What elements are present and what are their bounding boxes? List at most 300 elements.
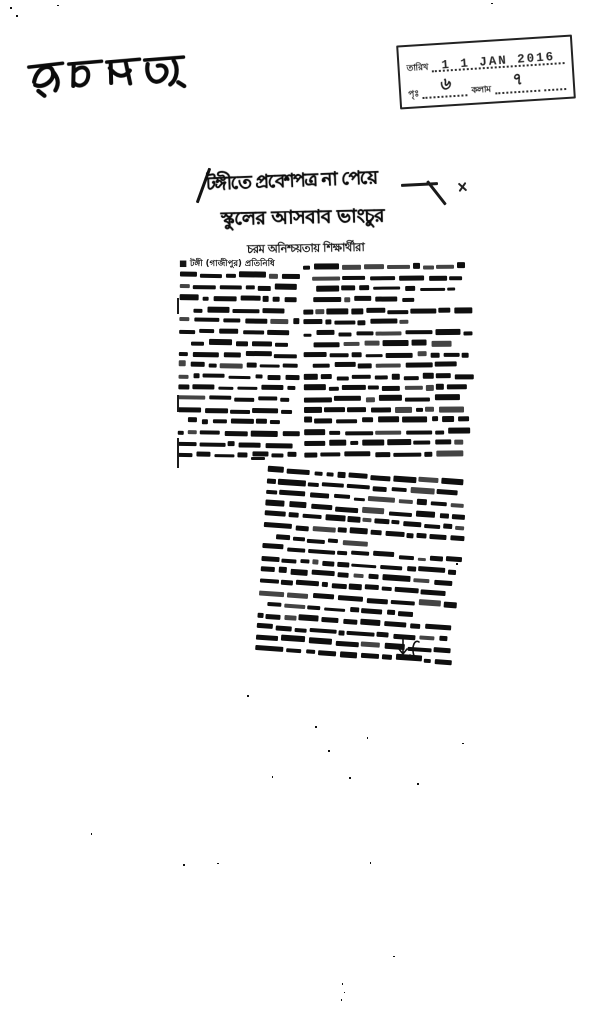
word-smudge [463,331,472,336]
word-smudge [418,566,445,573]
word-smudge [208,363,216,368]
word-smudge [252,408,278,414]
word-smudge [370,276,394,281]
word-smudge [177,453,192,458]
scan-speck [247,695,249,697]
word-smudge [360,619,381,626]
scan-speck [393,956,395,957]
word-smudge [262,308,284,313]
body-text-line [180,294,298,302]
dotted-leader [422,73,468,99]
word-smudge [447,385,466,390]
word-smudge [448,287,455,291]
word-smudge [329,430,340,434]
word-smudge [387,265,409,269]
word-smudge [434,579,452,585]
body-text-line [303,285,469,291]
word-smudge [370,318,397,324]
word-smudge [362,507,385,514]
body-text-line [304,351,470,359]
word-smudge [310,628,337,634]
word-smudge [368,574,379,579]
word-smudge [375,375,388,379]
word-smudge [227,442,234,447]
word-smudge [308,637,332,644]
word-smudge [256,374,263,378]
word-smudge [324,607,345,612]
word-smudge [334,494,351,500]
word-smudge [385,531,405,537]
word-smudge [391,487,406,492]
word-smudge [200,430,220,435]
scan-speck [217,863,219,864]
word-smudge [281,397,290,402]
word-smudge [352,563,377,568]
word-smudge [336,419,356,424]
word-smudge [399,275,425,280]
word-smudge [193,352,219,357]
word-smudge [265,510,286,516]
word-smudge [370,475,390,481]
word-smudge [367,598,388,604]
stamp-page-row [407,68,566,100]
stamp-page-value-handwritten: ৬ [437,73,452,96]
word-smudge [435,329,460,335]
word-smudge [316,309,325,314]
word-smudge [377,632,389,637]
word-smudge [286,648,302,653]
scan-speck [342,983,343,985]
word-smudge [255,645,283,652]
word-smudge [245,319,267,324]
word-smudge [364,341,379,346]
body-text-line [179,373,297,380]
scan-speck [349,777,351,779]
word-smudge [264,522,292,529]
word-smudge [284,297,296,302]
body-text-line [178,417,296,424]
handwriting-scribble-icon [25,46,196,106]
scan-speck [57,5,59,6]
word-smudge [278,479,306,487]
word-smudge [413,263,420,269]
scan-speck [91,833,92,835]
word-smudge [344,451,370,456]
word-smudge [337,472,346,478]
word-smudge [387,610,395,615]
body-text-line [179,339,297,346]
word-smudge [436,384,444,390]
word-smudge [444,524,453,529]
word-smudge [267,602,281,607]
stamp-date-label: তারিখ [406,62,429,74]
word-smudge [289,512,299,517]
word-smudge [446,556,462,563]
word-smudge [335,506,358,513]
word-smudge [454,440,463,445]
word-smudge [382,386,400,391]
word-smudge [300,559,310,564]
word-smudge [265,500,285,507]
word-smudge [179,361,186,367]
word-smudge [239,442,261,448]
word-smudge [316,286,339,292]
word-smudge [429,276,447,281]
subheadline: চরম অনিশ্চয়তায় শিক্ষার্থীরা [246,239,365,257]
word-smudge [192,384,214,390]
word-smudge [225,431,248,436]
word-smudge [395,587,419,594]
word-smudge [344,298,350,303]
word-smudge [418,557,426,561]
word-smudge [267,375,281,381]
word-smudge [395,407,412,413]
word-smudge [423,373,434,379]
body-text-line [179,350,297,357]
word-smudge [436,373,451,378]
word-smudge [304,416,312,422]
word-smudge [351,309,364,315]
word-smudge [362,517,371,522]
word-smudge [362,418,373,423]
word-smudge [330,353,349,358]
word-smudge [313,297,341,303]
word-smudge [215,454,235,458]
word-smudge [448,570,456,576]
word-smudge [325,320,332,325]
word-smudge [241,296,261,301]
stamp-date-value: 1 1 JAN 2016 [440,49,556,73]
word-smudge [298,614,318,621]
word-smudge [350,528,369,535]
word-smudge [354,296,372,302]
word-smudge [287,548,306,553]
word-smudge [266,490,277,495]
word-smudge [348,473,367,479]
word-smudge [432,340,452,346]
word-smudge [436,489,457,496]
word-smudge [318,650,336,656]
word-smudge [412,340,427,345]
word-smudge [343,619,357,624]
word-smudge [322,582,329,587]
word-smudge [374,518,390,524]
word-smudge [440,514,449,519]
word-smudge [188,417,197,422]
word-smudge [193,285,216,290]
word-smudge [178,407,201,412]
word-smudge [425,624,451,630]
word-smudge [417,351,427,356]
word-smudge [366,308,385,313]
word-smudge [268,466,285,473]
body-text-line [303,274,469,281]
word-smudge [366,397,375,402]
word-smudge [273,297,279,302]
word-smudge [307,539,325,544]
word-smudge [382,654,392,660]
word-smudge [420,287,445,291]
body-column-1 [177,272,298,464]
word-smudge [316,330,334,335]
word-smudge [203,373,225,378]
word-smudge [314,418,332,423]
word-smudge [430,556,444,562]
word-smudge [444,353,460,357]
word-smudge [286,375,300,380]
clipping-edge-tick [177,395,179,412]
word-smudge [261,385,283,391]
word-smudge [311,503,333,510]
word-smudge [340,651,357,658]
word-smudge [296,579,320,586]
word-smudge [442,416,454,422]
stamp-column-label: কলাম [471,84,491,96]
body-text-line [303,307,469,314]
headline-line-2: স্কুলের আসবাব ভাংচুর [220,204,385,230]
word-smudge [337,562,349,568]
word-smudge [219,386,234,390]
word-smudge [308,605,321,610]
word-smudge [209,339,232,345]
word-smudge [368,385,378,389]
body-text-line [178,429,296,437]
body-text-line [304,373,470,380]
word-smudge [312,363,330,368]
word-smudge [283,363,298,368]
word-smudge [435,362,457,367]
word-smudge [179,375,189,379]
word-smudge [304,407,322,413]
word-smudge [239,272,267,278]
word-smudge [287,469,310,475]
word-smudge [405,386,423,390]
word-smudge [243,330,264,335]
word-smudge [373,551,394,557]
word-smudge [361,608,382,614]
word-smudge [364,584,378,590]
word-smudge [386,353,413,359]
body-text-line [304,384,470,391]
word-smudge [326,309,348,315]
word-smudge [202,297,208,301]
word-smudge [342,265,360,270]
word-smudge [304,453,317,458]
word-smudge [353,573,364,578]
word-smudge [231,418,254,424]
word-smudge [180,295,199,301]
word-smudge [178,385,189,390]
word-smudge [278,567,287,573]
word-smudge [302,514,322,519]
word-smudge [364,264,384,269]
word-smudge [439,635,448,641]
scan-speck [370,862,371,864]
word-smudge [435,394,460,400]
word-smudge [439,407,464,413]
word-smudge [266,443,293,448]
word-smudge [311,570,334,576]
word-smudge [179,352,188,356]
word-smudge [307,483,319,487]
word-smudge [304,384,326,390]
word-smudge [375,296,398,302]
word-smudge [326,472,333,477]
word-smudge [313,342,340,347]
body-text-line [304,362,470,369]
body-text-line [303,329,469,337]
word-smudge [320,452,341,456]
word-smudge [451,503,464,509]
word-smudge [403,521,422,527]
word-smudge [188,430,197,435]
scan-speck [344,992,345,993]
word-smudge [256,634,278,641]
word-smudge [329,440,347,446]
word-smudge [439,308,451,313]
word-smudge [306,649,315,653]
word-smudge [391,520,399,525]
word-smudge [345,431,372,435]
word-smudge [350,607,359,613]
word-smudge [415,511,435,518]
word-smudge [259,590,284,597]
word-smudge [214,297,237,302]
word-smudge [313,593,334,599]
word-smudge [335,640,358,647]
word-smudge [238,453,248,458]
word-smudge [263,296,269,302]
word-smudge [281,410,293,414]
word-smudge [347,631,375,637]
word-smudge [376,430,402,434]
dotted-leader [543,76,566,91]
word-smudge [275,342,288,346]
scan-speck [272,776,273,778]
word-smudge [266,614,282,619]
word-smudge [418,477,438,483]
word-smudge [354,497,366,501]
word-smudge [207,306,229,312]
scan-speck [328,750,330,752]
word-smudge [337,572,348,577]
dotted-leader [494,69,540,95]
word-smudge [431,501,447,506]
word-smudge [371,407,392,412]
word-smudge [402,298,414,302]
word-smudge [435,430,444,434]
word-smudge [430,353,439,358]
word-smudge [457,262,466,268]
word-smudge [303,319,322,324]
word-smudge [435,660,451,665]
word-smudge [257,613,263,618]
word-smudge [410,309,435,314]
scan-speck [456,563,458,565]
word-smudge [237,386,258,390]
stamp-page-label: পৃঃ [407,89,420,100]
word-smudge [274,355,297,359]
word-smudge [294,628,306,632]
body-text-line [180,272,298,279]
word-smudge [312,560,319,565]
word-smudge [284,615,296,620]
word-smudge [233,309,260,313]
word-smudge [304,429,326,435]
word-smudge [343,341,360,345]
word-smudge [282,274,300,279]
word-smudge [416,408,423,412]
word-smudge [260,364,280,368]
word-smudge [230,410,250,414]
word-smudge [413,440,430,445]
word-smudge [267,479,276,485]
word-smudge [261,566,276,572]
word-smudge [326,514,346,521]
byline-bullet-icon: ■ [179,259,188,269]
word-smudge [334,396,361,401]
word-smudge [360,641,380,648]
body-text-line [304,428,470,435]
word-smudge [200,274,222,278]
column-end-dash [251,457,265,460]
body-column-2 [303,263,470,462]
word-smudge [349,584,362,591]
word-smudge [270,420,280,424]
word-smudge [399,499,413,504]
word-smudge [402,417,427,423]
word-smudge [259,396,277,401]
body-text-line [304,439,470,447]
scan-speck [183,864,185,866]
word-smudge [282,559,297,564]
body-text-line [179,361,297,369]
word-smudge [410,487,435,495]
word-smudge [322,561,334,567]
word-smudge [312,526,335,532]
body-text-line [304,406,470,413]
word-smudge [191,341,204,345]
scan-speck [417,783,419,785]
body-text-line [179,306,297,314]
word-smudge [272,453,283,458]
word-smudge [368,496,395,503]
body-text-line [304,395,470,402]
word-smudge [180,272,198,277]
word-smudge [304,374,318,380]
word-smudge [193,373,200,379]
body-text-line [177,451,295,458]
word-smudge [257,622,274,628]
word-smudge [342,276,365,280]
word-smudge [433,647,451,654]
word-smudge [284,603,306,609]
word-smudge [359,285,369,290]
word-smudge [247,362,257,368]
word-smudge [419,599,442,606]
word-smudge [322,482,344,488]
word-smudge [452,514,465,519]
word-smudge [424,524,440,529]
word-smudge [287,452,297,458]
word-smudge [351,374,370,379]
word-smudge [320,374,332,379]
word-smudge [270,319,288,324]
word-smudge [400,320,408,324]
word-smudge [448,427,470,433]
word-smudge [276,625,292,632]
word-smudge [458,416,469,421]
